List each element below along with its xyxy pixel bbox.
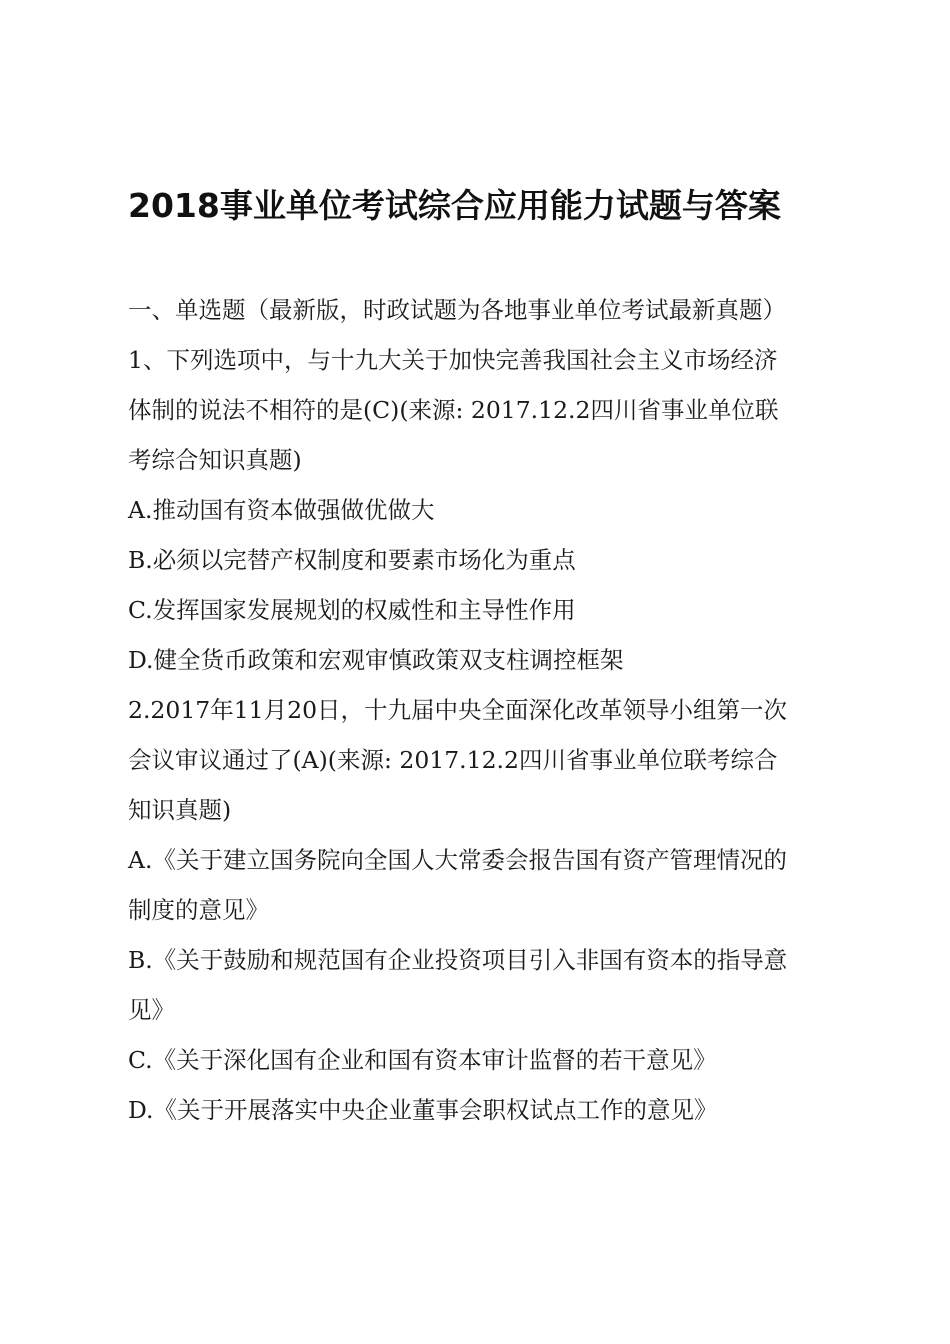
question-2-option-d: D.《关于开展落实中央企业董事会职权试点工作的意见》	[128, 1096, 718, 1124]
question-2-stem-line-3: 知识真题)	[128, 796, 232, 824]
question-1-option-b: B.必须以完替产权制度和要素市场化为重点	[128, 546, 576, 574]
question-2-option-a-line-1: A.《关于建立国务院向全国人大常委会报告国有资产管理情况的	[128, 846, 787, 874]
question-1-option-a: A.推动国有资本做强做优做大	[128, 496, 435, 524]
question-2-option-b-line-1: B.《关于鼓励和规范国有企业投资项目引入非国有资本的指导意	[128, 946, 788, 974]
question-2-option-c: C.《关于深化国有企业和国有资本审计监督的若干意见》	[128, 1046, 717, 1074]
question-1-option-d: D.健全货币政策和宏观审慎政策双支柱调控框架	[128, 646, 624, 674]
section-heading: 一、单选题（最新版，时政试题为各地事业单位考试最新真题）	[128, 296, 786, 324]
document-title: 2018事业单位考试综合应用能力试题与答案	[128, 186, 781, 225]
document-body	[128, 285, 838, 1135]
question-2-option-b-line-2: 见》	[128, 996, 175, 1024]
question-2-option-a-line-2: 制度的意见》	[128, 896, 269, 924]
question-2-stem-line-2: 会议审议通过了(A)(来源: 2017.12.2四川省事业单位联考综合	[128, 746, 778, 774]
question-1-stem-line-1: 1、下列选项中，与十九大关于加快完善我国社会主义市场经济	[128, 346, 778, 374]
question-1-stem-line-3: 考综合知识真题)	[128, 446, 302, 474]
question-2-stem-line-1: 2.2017年11月20日，十九届中央全面深化改革领导小组第一次	[128, 696, 788, 724]
question-1-stem-line-2: 体制的说法不相符的是(C)(来源: 2017.12.2四川省事业单位联	[128, 396, 779, 424]
question-1-option-c: C.发挥国家发展规划的权威性和主导性作用	[128, 596, 576, 624]
